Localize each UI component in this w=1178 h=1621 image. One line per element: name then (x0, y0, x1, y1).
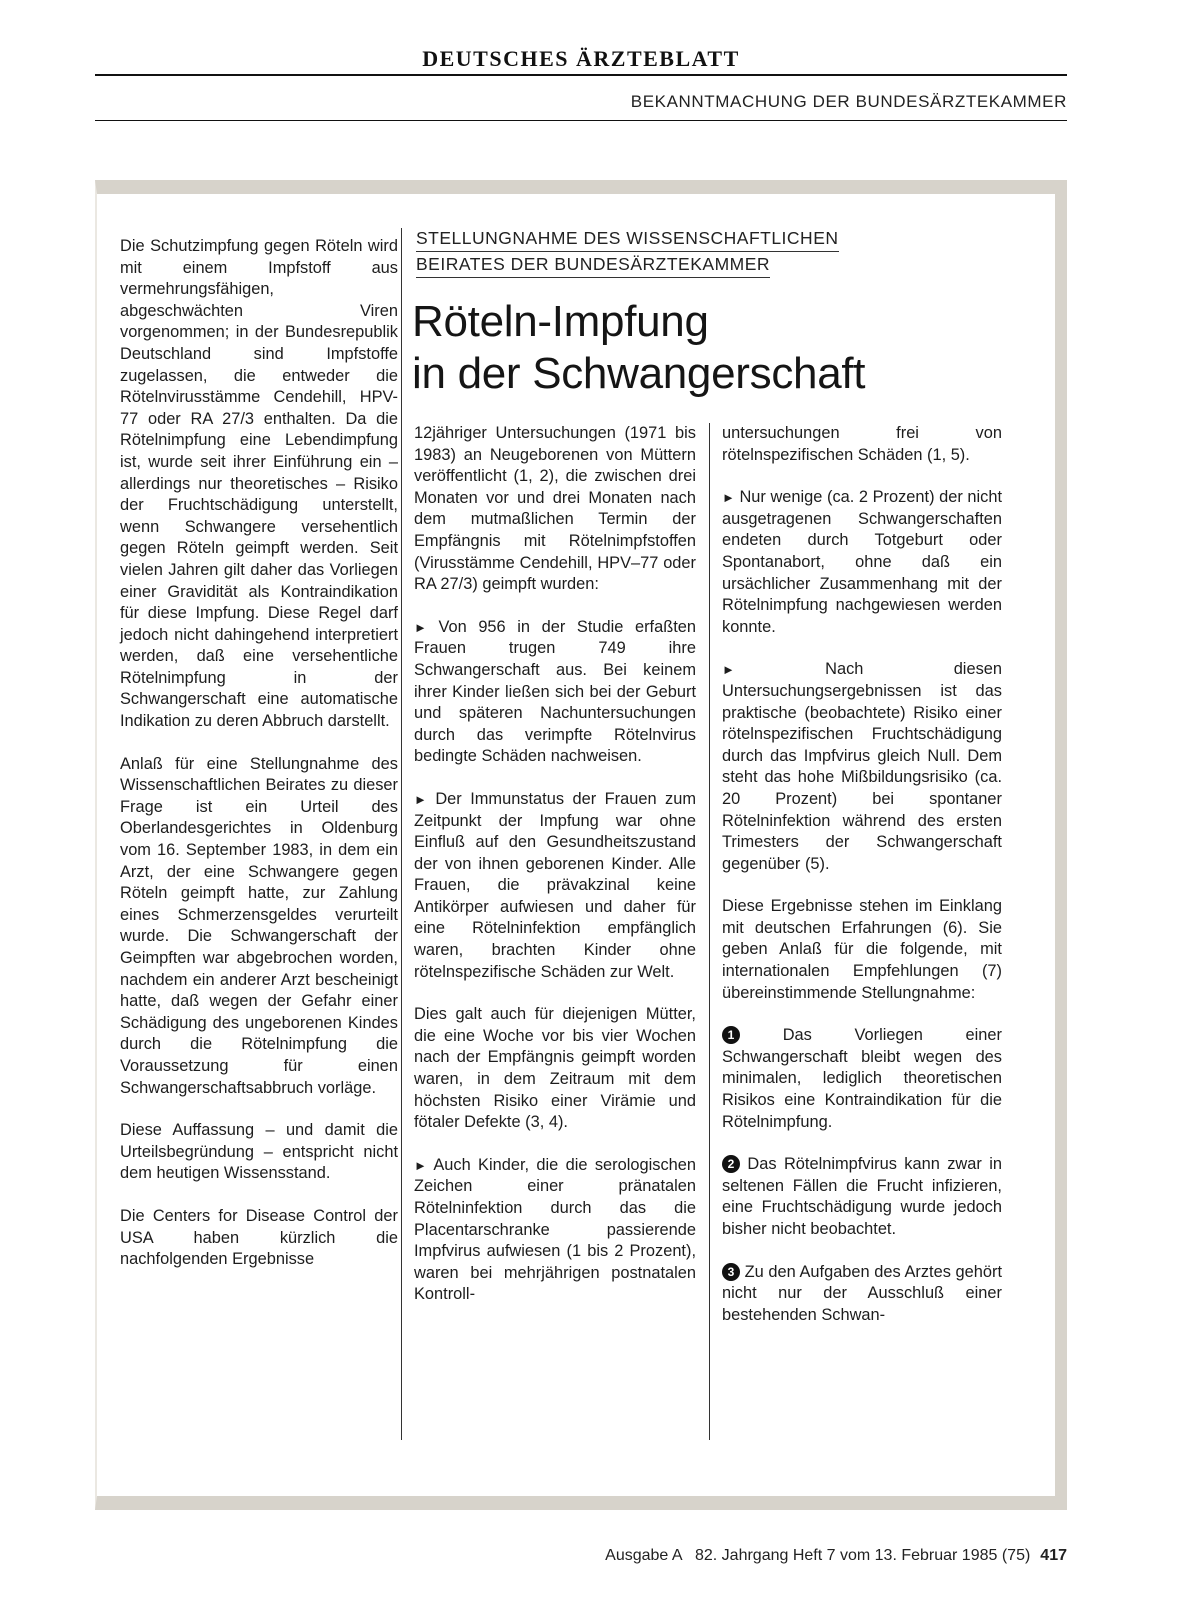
paragraph (414, 789, 696, 983)
paragraph-text: Nach diesen Untersuchungsergebnissen ist das praktische (beobachtete) Risiko einer rötelnspezifischen Fruchtschädigung durch das Impfvirus gleich Null. Dem steht das hohe Mißbildungsrisiko (ca. 20 Prozent) bei spontaner Rötelninfektion während des ersten Trimesters der Schwangerschaft gegenüber (5). (722, 660, 1002, 873)
paragraph (414, 617, 696, 768)
paragraph (414, 1155, 696, 1306)
paragraph-text: Nur wenige (ca. 2 Prozent) der nicht ausgetragenen Schwangerschaften endeten durch Totgeburt oder Spontanabort, ohne daß ein ursächlicher Zusammenhang mit der Rötelnimpfung nachgewiesen werden konnte. (722, 488, 1002, 636)
numbered-circle-icon: 3 (722, 1263, 740, 1281)
page-number: 417 (1040, 1547, 1067, 1564)
column-divider (401, 228, 402, 1440)
issue-line: Ausgabe A 82. Jahrgang Heft 7 vom 13. Februar 1985 (75) (605, 1547, 1031, 1564)
masthead: DEUTSCHES ÄRZTEBLATT (422, 46, 740, 71)
paragraph: untersuchungen frei von rötelnspezifischen Schäden (1, 5). (722, 424, 1002, 464)
triangle-bullet-icon: ► (414, 791, 427, 807)
article-column-1 (120, 236, 398, 1271)
paragraph (722, 487, 1002, 638)
paragraph (722, 1025, 1002, 1133)
triangle-bullet-icon: ► (414, 1157, 427, 1173)
paragraph (722, 1262, 1002, 1327)
column-divider (709, 423, 710, 1440)
numbered-circle-icon: 2 (722, 1155, 740, 1173)
paragraph: Anlaß für eine Stellungnahme des Wissenschaftlichen Beirates zu dieser Frage ist ein Urteil des Oberlandesgerichtes in Oldenburg vom 16. September 1983, in dem ein Arzt, der eine Schwangere gegen Röteln geimpft hatte, zur Zahlung eines Schmerzensgeldes verurteilt wurde. Die Schwangerschaft der Geimpften war abgebrochen worden, nachdem ein anderer Arzt bescheinigt hatte, daß wegen der Gefahr einer Schädigung des ungeborenen Kindes durch die Rötelnimpfung die Voraussetzung für einen Schwangerschaftsabbruch vorläge. (120, 754, 398, 1097)
paragraph-text: Von 956 in der Studie erfaßten Frauen trugen 749 ihre Schwangerschaft aus. Bei keinem ihrer Kinder ließen sich bei der Geburt und späteren Nachuntersuchungen durch das verimpfte Rötelnvirus bedingte Schäden nachweisen. (414, 617, 696, 766)
page-footer (605, 1547, 1067, 1565)
kicker-line: STELLUNGNAHME DES WISSENSCHAFTLICHEN (416, 226, 839, 252)
title-line: Röteln-Impfung (412, 297, 709, 346)
paragraph: Dies galt auch für diejenigen Mütter, die eine Woche vor bis vier Wochen nach der Empfängnis geimpft worden waren, in dem Zeitraum mit dem höchsten Risiko einer Virämie und fötaler Defekte (3, 4). (414, 1005, 696, 1132)
kicker-line: BEIRATES DER BUNDESÄRZTEKAMMER (416, 252, 770, 278)
title-line: in der Schwangerschaft (412, 349, 866, 398)
paragraph-text: Das Rötelnimpfvirus kann zwar in seltenen Fällen die Frucht infizieren, eine Fruchtschädigung wurde jedoch bisher nicht beobachtet. (722, 1155, 1002, 1238)
paragraph: Diese Auffassung – und damit die Urteilsbegründung – entspricht nicht dem heutigen Wissensstand. (120, 1121, 398, 1183)
article-column-3 (722, 423, 1002, 1326)
paragraph: Diese Ergebnisse stehen im Einklang mit deutschen Erfahrungen (6). Sie geben Anlaß für die folgende, mit internationalen Empfehlungen (7) übereinstimmende Stellungnahme: (722, 897, 1002, 1002)
article-title (412, 296, 865, 400)
section-subhead: BEKANNTMACHUNG DER BUNDESÄRZTEKAMMER (630, 92, 1067, 111)
paragraph-text: Das Vorliegen einer Schwangerschaft bleibt wegen des minimalen, lediglich theoretischen Risikos eine Kontraindikation für die Rötelnimpfung. (722, 1026, 1002, 1131)
paragraph-text: Zu den Aufgaben des Arztes gehört nicht nur der Ausschluß einer bestehenden Schwan- (722, 1262, 1002, 1324)
triangle-bullet-icon: ► (722, 662, 735, 678)
article-kicker (416, 226, 839, 278)
paragraph-text: Auch Kinder, die die serologischen Zeichen einer pränatalen Rötelninfektion durch das die Placentarschranke passierende Impfvirus aufwiesen (1 bis 2 Prozent), waren bei mehrjährigen postnatalen Kontroll- (414, 1155, 696, 1304)
triangle-bullet-icon: ► (414, 619, 427, 635)
paragraph (722, 659, 1002, 875)
article-column-2 (414, 423, 696, 1306)
paragraph (722, 1154, 1002, 1240)
paragraph: 12jähriger Untersuchungen (1971 bis 1983) an Neugeborenen von Müttern veröffentlicht (1, 2), die zwischen drei Monaten vor und drei Monaten nach dem mutmaßlichen Termin der Empfängnis mit Rötelnimpfstoffen (Virusstämme Cendehill, HPV–77 oder RA 27/3) geimpft wurden: (414, 424, 696, 594)
masthead-rule (95, 74, 1067, 76)
subhead-rule (95, 120, 1067, 121)
paragraph: Die Schutzimpfung gegen Röteln wird mit einem Impfstoff aus vermehrungsfähigen, abgeschwächten Viren vorgenommen; in der Bundesrepublik Deutschland sind Impfstoffe zugelassen, die entweder die Rötelnvirusstämme Cendehill, HPV-77 oder RA 27/3 enthalten. Da die Rötelnimpfung eine Lebendimpfung ist, wurde seit ihrer Einführung ein – allerdings nur theoretisches – Risiko der Fruchtschädigung unterstellt, wenn Schwangere versehentlich gegen Röteln geimpft werden. Seit vielen Jahren gilt daher das Vorliegen einer Gravidität als Kontraindikation für diese Impfung. Diese Regel darf jedoch nicht dahingehend interpretiert werden, daß eine versehentliche Rötelnimpfung in der Schwangerschaft eine automatische Indikation zu deren Abbruch darstellt. (120, 237, 398, 731)
paragraph: Die Centers for Disease Control der USA haben kürzlich die nachfolgenden Ergebnisse (120, 1206, 398, 1269)
triangle-bullet-icon: ► (722, 490, 735, 506)
paragraph-text: Der Immunstatus der Frauen zum Zeitpunkt der Impfung war ohne Einfluß auf den Gesundheitszustand der von ihnen geborenen Kinder. Alle Frauen, die prävakzinal keine Antikörper aufwiesen und daher für eine Rötelninfektion empfänglich waren, brachten Kinder ohne rötelnspezifische Schäden zur Welt. (414, 789, 696, 981)
numbered-circle-icon: 1 (722, 1026, 740, 1044)
